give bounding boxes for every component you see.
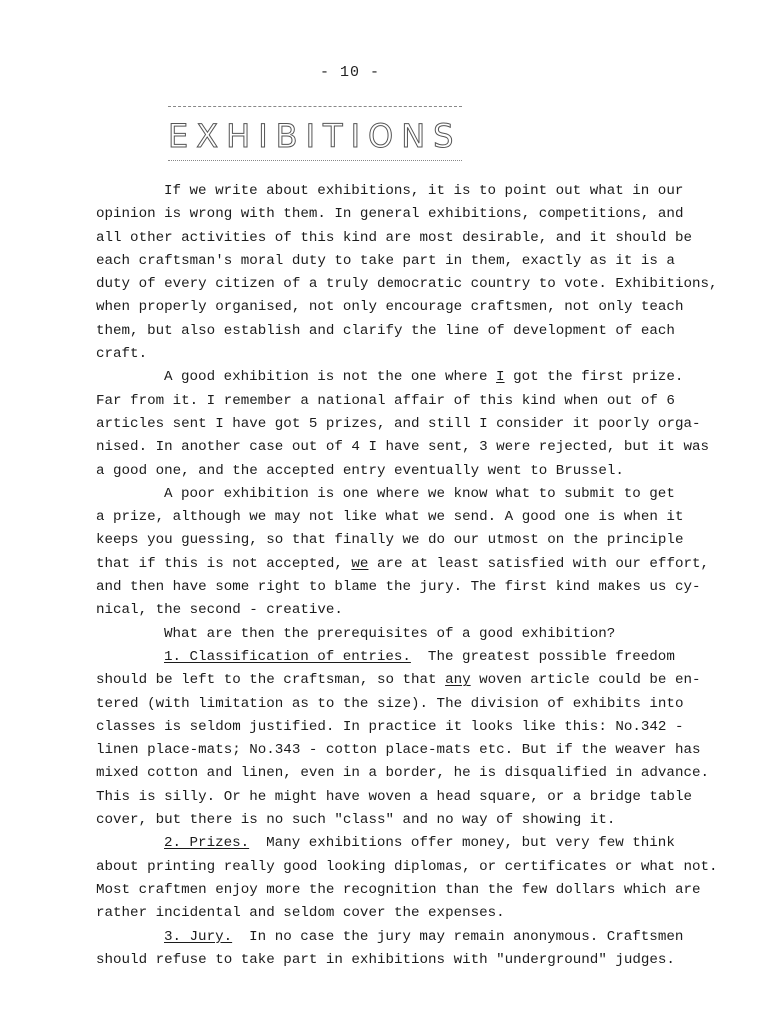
text-line <box>96 949 716 972</box>
text-run: all other activities of this kind are most desirable, and it should be <box>96 229 692 246</box>
text-run: that if this is not accepted, <box>96 555 352 572</box>
text-line <box>96 506 716 529</box>
text-run: nical, the second - creative. <box>96 602 343 619</box>
text-run: should be left to the craftsman, so that <box>96 672 446 689</box>
title-banner <box>168 106 462 162</box>
banner-top-rule <box>168 106 462 107</box>
text-line <box>96 390 716 413</box>
text-run: duty of every citizen of a truly democratic country to vote. Exhibitions, <box>96 276 718 293</box>
text-run: linen place-mats; No.343 - cotton place-mats etc. But if the weaver has <box>96 742 701 759</box>
text-run: In no case the jury may remain anonymous. Craftsmen <box>232 928 684 945</box>
text-run: and then have some right to blame the jury. The first kind makes us cy- <box>96 579 701 596</box>
text-line <box>96 739 716 762</box>
text-line <box>96 926 716 949</box>
text-line <box>96 296 716 319</box>
text-run: tered (with limitation as to the size). The division of exhibits into <box>96 695 684 712</box>
banner-bottom-rule <box>168 160 462 161</box>
underlined-text: 1. Classification of entries. <box>164 648 411 665</box>
text-run: The greatest possible freedom <box>410 648 675 665</box>
text-line <box>96 693 716 716</box>
text-run: each craftsman's moral duty to take part in them, exactly as it is a <box>96 252 675 269</box>
text-line <box>96 180 716 203</box>
text-line <box>96 646 716 669</box>
text-line <box>96 576 716 599</box>
text-run: cover, but there is no such "class" and no way of showing it. <box>96 812 616 829</box>
text-line <box>96 436 716 459</box>
text-line <box>96 856 716 879</box>
text-line <box>96 902 716 925</box>
text-run: woven article could be en- <box>470 672 701 689</box>
text-run: Most craftmen enjoy more the recognition than the few dollars which are <box>96 881 701 898</box>
body-text <box>96 180 716 972</box>
text-run: keeps you guessing, so that finally we do our utmost on the principle <box>96 532 684 549</box>
text-run: mixed cotton and linen, even in a border, he is disqualified in advance. <box>96 765 709 782</box>
text-line <box>96 460 716 483</box>
text-line <box>96 762 716 785</box>
text-line <box>96 483 716 506</box>
text-line <box>96 529 716 552</box>
text-run: A poor exhibition is one where we know what to submit to get <box>164 485 675 502</box>
text-run: Many exhibitions offer money, but very few think <box>249 835 675 852</box>
text-line <box>96 623 716 646</box>
text-line <box>96 273 716 296</box>
text-line <box>96 832 716 855</box>
text-line <box>96 716 716 739</box>
text-line <box>96 553 716 576</box>
text-run: got the first prize. <box>504 369 684 386</box>
page-number: - 10 - <box>319 64 380 81</box>
underlined-text: any <box>445 672 471 689</box>
text-run: should refuse to take part in exhibitions with "underground" judges. <box>96 951 675 968</box>
text-line <box>96 879 716 902</box>
text-run: rather incidental and seldom cover the expenses. <box>96 905 505 922</box>
text-line <box>96 203 716 226</box>
text-line <box>96 809 716 832</box>
text-run: a good one, and the accepted entry eventually went to Brussel. <box>96 462 624 479</box>
text-run: This is silly. Or he might have woven a head square, or a bridge table <box>96 788 692 805</box>
text-run: when properly organised, not only encourage craftsmen, not only teach <box>96 299 684 316</box>
text-line <box>96 320 716 343</box>
text-run: craft. <box>96 346 148 363</box>
text-line <box>96 343 716 366</box>
text-run: them, but also establish and clarify the line of development of each <box>96 322 675 339</box>
section-title: EXHIBITIONS <box>168 117 462 155</box>
underlined-text: 2. Prizes. <box>164 835 250 852</box>
text-run: classes is seldom justified. In practice it looks like this: No.342 - <box>96 718 684 735</box>
text-run: a prize, although we may not like what we send. A good one is when it <box>96 509 684 526</box>
text-line <box>96 669 716 692</box>
text-run: A good exhibition is not the one where <box>164 369 497 386</box>
text-line <box>96 786 716 809</box>
text-run: opinion is wrong with them. In general exhibitions, competitions, and <box>96 206 684 223</box>
text-run: about printing really good looking diplomas, or certificates or what not. <box>96 858 718 875</box>
text-line <box>96 413 716 436</box>
underlined-text: we <box>351 555 369 572</box>
text-run: are at least satisfied with our effort, <box>368 555 710 572</box>
text-run: articles sent I have got 5 prizes, and still I consider it poorly orga- <box>96 415 701 432</box>
text-line <box>96 366 716 389</box>
underlined-text: I <box>496 369 505 386</box>
text-run: nised. In another case out of 4 I have sent, 3 were rejected, but it was <box>96 439 709 456</box>
text-line <box>96 599 716 622</box>
text-run: Far from it. I remember a national affair of this kind when out of 6 <box>96 392 675 409</box>
text-run: What are then the prerequisites of a good exhibition? <box>164 625 616 642</box>
text-line <box>96 250 716 273</box>
text-run: If we write about exhibitions, it is to point out what in our <box>164 183 684 199</box>
text-line <box>96 227 716 250</box>
underlined-text: 3. Jury. <box>164 928 233 945</box>
